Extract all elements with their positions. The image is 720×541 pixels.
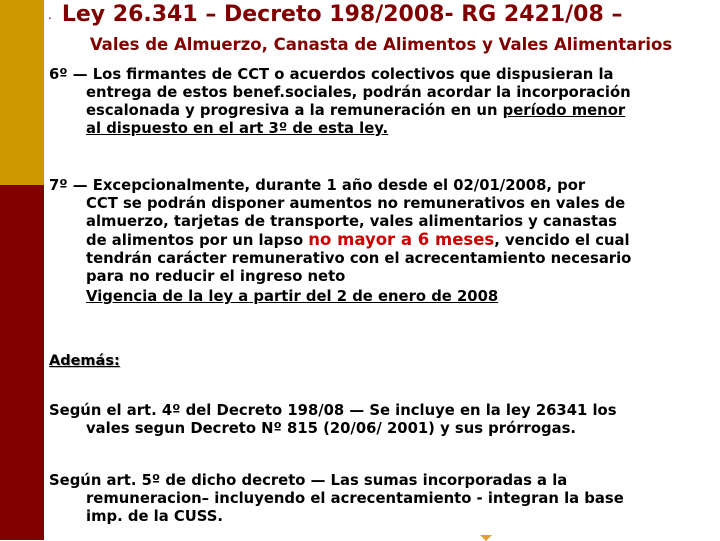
paragraph-line: almuerzo, tarjetas de transporte, vales alimentarios y canastas	[86, 213, 617, 230]
paragraph-line: imp. de la CUSS.	[86, 508, 223, 525]
paragraph-art5	[49, 472, 717, 526]
paragraph-line: Según el art. 4º del Decreto 198/08 — Se incluye en la ley 26341 los	[49, 402, 617, 419]
slide-title	[48, 2, 720, 27]
paragraph-line: Según art. 5º de dicho decreto — Las sumas incorporadas a la	[49, 472, 568, 489]
paragraph-art4	[49, 402, 717, 438]
slide-marker-icon	[480, 535, 492, 541]
paragraph-line: CCT se podrán disponer aumentos no remunerativos en vales de	[86, 195, 626, 212]
title-text: Ley 26.341 – Decreto 198/2008- RG 2421/08 –	[61, 2, 623, 27]
decorative-bar-gold	[0, 0, 44, 185]
decorative-bar-maroon	[0, 185, 44, 540]
paragraph-line	[49, 231, 717, 250]
paragraph-line: remuneracion– incluyendo el acrecentamiento - integran la base	[86, 490, 624, 507]
paragraph-line: entrega de estos benef.sociales, podrán acordar la incorporación	[86, 84, 631, 101]
paragraph-line: para no reducir el ingreso neto	[86, 268, 346, 285]
paragraph-line: tendrán carácter remunerativo con el acrecentamiento necesario	[86, 250, 632, 267]
line-text: de alimentos por un lapso	[86, 232, 309, 249]
paragraph-line: vales segun Decreto Nº 815 (20/06/ 2001) y sus prórrogas.	[86, 420, 577, 437]
paragraph-line: 7º — Excepcionalmente, durante 1 año desde el 02/01/2008, por	[49, 177, 586, 194]
paragraph-art6	[49, 66, 717, 138]
line-text: escalonada y progresiva a la remuneración en un	[86, 102, 503, 119]
title-bullet: .	[48, 8, 52, 22]
ademas-heading: Además:	[49, 353, 120, 369]
vigencia-line: Vigencia de la ley a partir del 2 de enero de 2008	[86, 288, 499, 305]
underlined-text: período menor	[502, 102, 626, 119]
paragraph-line: 6º — Los firmantes de CCT o acuerdos colectivos que dispusieran la	[49, 66, 614, 83]
paragraph-line: al dispuesto en el art 3º de esta ley.	[86, 120, 389, 137]
line-text: , vencido el cual	[494, 232, 630, 249]
paragraph-line	[49, 102, 717, 120]
highlighted-text: no mayor a 6 meses	[308, 230, 495, 249]
slide-subtitle: Vales de Almuerzo, Canasta de Alimentos y Vales Alimentarios	[89, 35, 673, 54]
paragraph-art7	[49, 177, 717, 306]
